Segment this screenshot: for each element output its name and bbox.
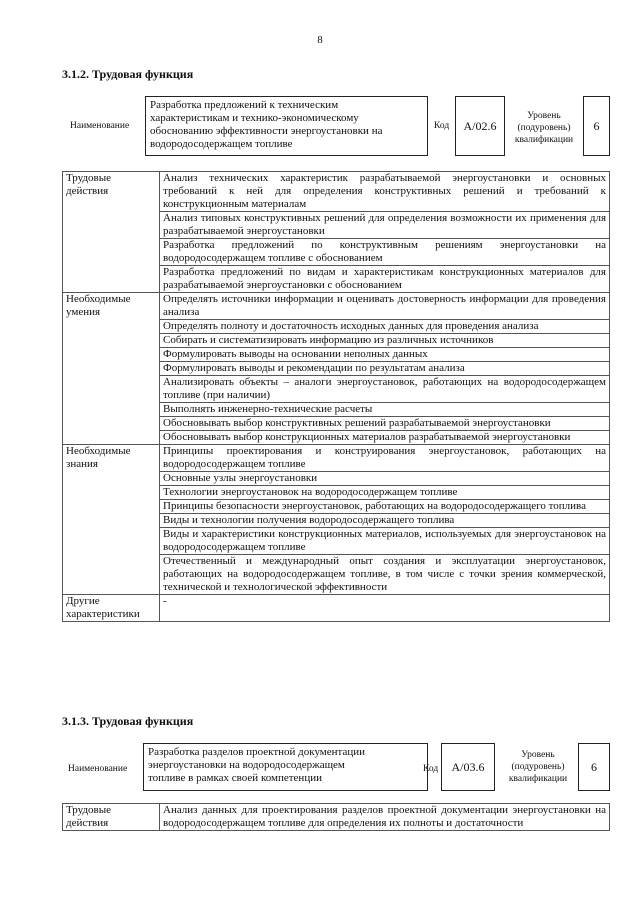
- function-name-line: характеристикам и технико-экономическому: [150, 112, 359, 124]
- category-line: Необходимые: [66, 445, 131, 457]
- function-table: [62, 803, 610, 831]
- category-line: Трудовые: [66, 172, 112, 184]
- item-cell: Определять источники информации и оценивать достоверность информации для проведения анализа: [160, 293, 610, 320]
- name-label: Наименование: [70, 121, 130, 131]
- level-label-line: Уровень: [521, 750, 555, 760]
- function-name-box: [145, 96, 428, 156]
- function-name-line: топливе в рамках своей компетенции: [148, 772, 322, 784]
- item-cell: -: [160, 595, 610, 622]
- item-cell: Анализ типовых конструктивных решений для определения возможности их применения для разрабатываемой энергоустановки: [160, 212, 610, 239]
- function-name-line: Разработка предложений к техническим: [150, 99, 339, 111]
- category-line: действия: [66, 817, 109, 829]
- item-cell: Принципы безопасности энергоустановок, работающих на водородосодержащего топлива: [160, 500, 610, 514]
- code-label: Код: [434, 121, 450, 131]
- name-label: Наименование: [68, 764, 128, 774]
- item-cell: Анализ данных для проектирования разделов проектной документации энергоустановки на водородосодержащем топливе для определения их полноты и достаточности: [160, 804, 610, 831]
- item-cell: Формулировать выводы и рекомендации по результатам анализа: [160, 362, 610, 376]
- item-cell: Анализировать объекты – аналоги энергоустановок, работающих на водородосодержащем топливе (при наличии): [160, 376, 610, 403]
- item-cell: Принципы проектирования и конструирования энергоустановок, работающих на водородосодержащем топливе: [160, 445, 610, 472]
- table-row: [63, 595, 610, 622]
- item-cell: Основные узлы энергоустановки: [160, 472, 610, 486]
- table-row: [63, 293, 610, 320]
- code-value: А/03.6: [451, 759, 485, 774]
- function-name-box: [143, 743, 428, 791]
- category-line: умения: [66, 306, 101, 318]
- section-title: 3.1.2. Трудовая функция: [62, 67, 194, 81]
- level-value: 6: [591, 759, 597, 774]
- item-cell: Виды и технологии получения водородосодержащего топлива: [160, 514, 610, 528]
- category-cell: [63, 172, 160, 293]
- item-cell: Выполнять инженерно-технические расчеты: [160, 403, 610, 417]
- item-cell: Разработка предложений по конструктивным решениям энергоустановки на водородосодержащем топливе с обоснованием: [160, 239, 610, 266]
- category-cell: [63, 293, 160, 445]
- category-line: Необходимые: [66, 293, 131, 305]
- level-label-line: Уровень: [527, 111, 561, 121]
- item-cell: Определять полноту и достаточность исходных данных для проведения анализа: [160, 320, 610, 334]
- code-box: [441, 743, 495, 791]
- category-line: действия: [66, 185, 109, 197]
- category-cell: [63, 804, 160, 831]
- code-box: [455, 96, 505, 156]
- page-number: 8: [317, 34, 323, 46]
- category-line: характеристики: [66, 608, 140, 620]
- table-row: [63, 804, 610, 831]
- item-cell: Собирать и систематизировать информацию из различных источников: [160, 334, 610, 348]
- code-label: Код: [423, 764, 439, 774]
- item-cell: Технологии энергоустановок на водородосодержащем топливе: [160, 486, 610, 500]
- category-line: Другие: [66, 595, 100, 607]
- item-cell: Обосновывать выбор конструкционных материалов разрабатываемой энергоустановки: [160, 431, 610, 445]
- function-name-line: Разработка разделов проектной документации: [148, 746, 366, 758]
- function-header: [62, 743, 610, 799]
- category-cell: [63, 445, 160, 595]
- function-name-line: обоснованию эффективности энергоустановки на: [150, 125, 383, 137]
- category-line: знания: [66, 458, 98, 470]
- level-label: [508, 110, 580, 146]
- item-cell: Разработка предложений по видам и характеристикам конструкционных материалов для разрабатываемой энергоустановки с обоснованием: [160, 266, 610, 293]
- table-row: [63, 445, 610, 472]
- category-cell: [63, 595, 160, 622]
- item-cell: Анализ технических характеристик разрабатываемой энергоустановки и основных требований к ней для определения конструктивных решений и требований к конструкционным материалам: [160, 172, 610, 212]
- code-value: А/02.6: [463, 118, 497, 133]
- table-row: [63, 172, 610, 212]
- level-box: [578, 743, 610, 791]
- function-table: [62, 171, 610, 622]
- level-label: [502, 749, 574, 785]
- level-label-line: квалификации: [508, 774, 568, 784]
- function-name-line: энергоустановки на водородосодержащем: [148, 759, 345, 771]
- level-label-line: (подуровень): [511, 762, 565, 772]
- function-name-line: водородосодержащем топливе: [150, 138, 293, 150]
- function-header: [62, 96, 610, 158]
- level-value: 6: [593, 118, 600, 133]
- level-box: [583, 96, 610, 156]
- item-cell: Виды и характеристики конструкционных материалов, используемых для энергоустановок на водородосодержащем топливе: [160, 528, 610, 555]
- category-line: Трудовые: [66, 804, 112, 816]
- item-cell: Формулировать выводы на основании неполных данных: [160, 348, 610, 362]
- section-title: 3.1.3. Трудовая функция: [62, 714, 194, 728]
- item-cell: Отечественный и международный опыт создания и эксплуатации энергоустановок, работающих на водородосодержащем топливе, в том числе с точки зрения коммерческой, технической и технологической эффективности: [160, 555, 610, 595]
- level-label-line: квалификации: [514, 135, 574, 145]
- item-cell: Обосновывать выбор конструктивных решений разрабатываемой энергоустановки: [160, 417, 610, 431]
- level-label-line: (подуровень): [517, 123, 571, 133]
